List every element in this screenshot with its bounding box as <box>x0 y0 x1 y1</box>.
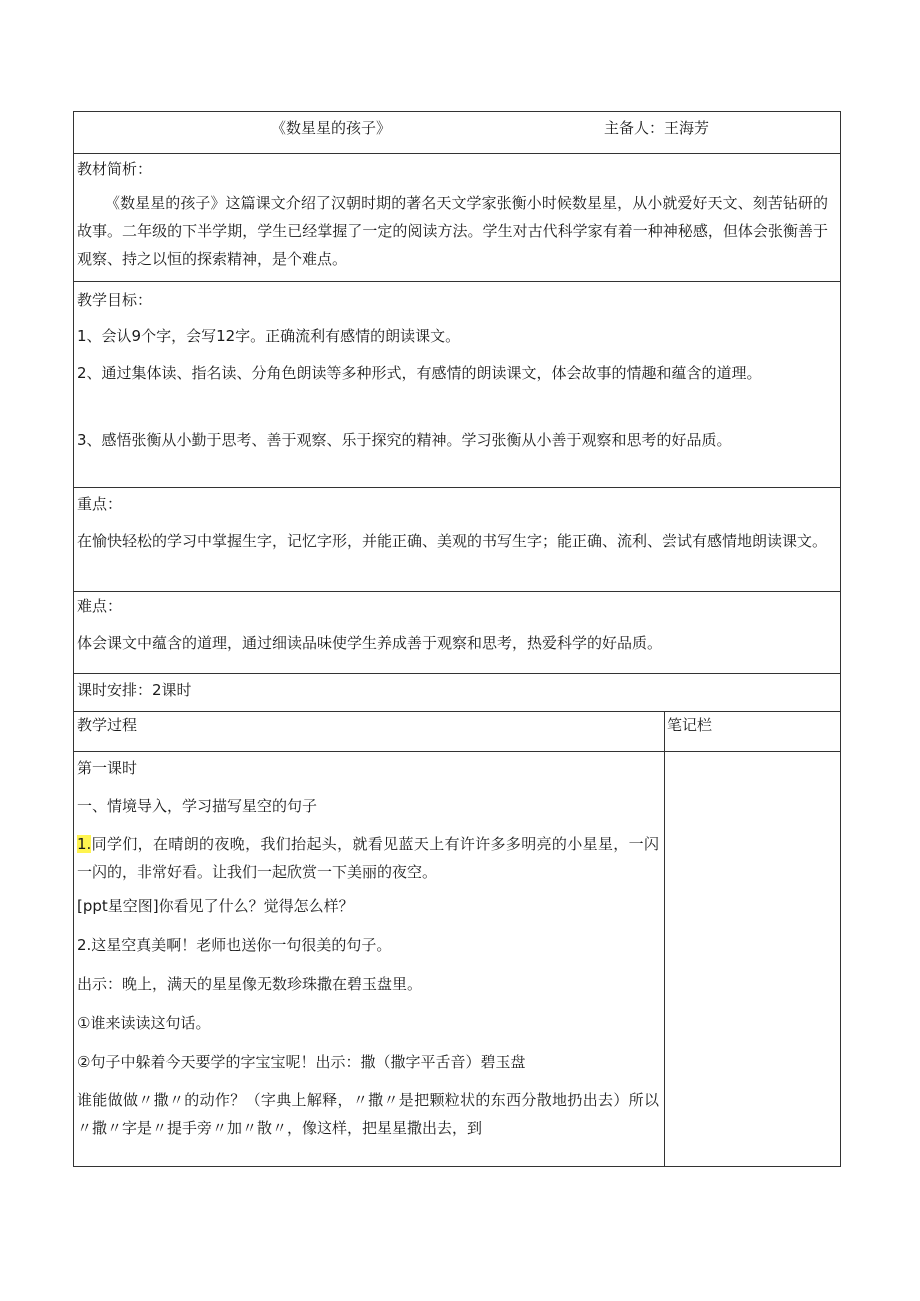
objective-item: 1、会认9个字，会写12字。正确流利有感情的朗读课文。 <box>77 327 461 345</box>
preparer: 主备人：王海芳 <box>604 119 710 137</box>
schedule-row <box>74 674 840 712</box>
objective-item: 2、通过集体读、指名读、分角色朗读等多种形式，有感情的朗读课文，体会故事的情趣和蕴含的道理。 <box>77 364 762 382</box>
process-content <box>74 752 664 1166</box>
key-points-row <box>74 488 840 592</box>
process-item-1 <box>77 830 659 886</box>
process-header-row <box>74 712 840 752</box>
notes-header: 笔记栏 <box>667 716 713 734</box>
notes-column <box>665 752 840 1166</box>
schedule: 课时安排：2课时 <box>77 681 192 699</box>
process-item-2: 2.这星空真美啊！老师也送你一句很美的句子。 <box>77 936 392 954</box>
key-points-body: 在愉快轻松的学习中掌握生字，记忆字形，并能正确、美观的书写生字；能正确、流利、尝试有感情地朗读课文。 <box>77 532 828 550</box>
ppt-line: [ppt星空图]你看见了什么？觉得怎么样？ <box>77 897 354 915</box>
objectives-row <box>74 282 840 488</box>
lesson-heading: 第一课时 <box>77 759 138 777</box>
difficulties-row <box>74 592 840 674</box>
lesson-title: 《数星星的孩子》 <box>271 119 392 137</box>
textbook-analysis-row <box>74 154 840 282</box>
title-row <box>74 112 840 154</box>
difficulties-body: 体会课文中蕴含的道理，通过细读品味使学生养成善于观察和思考，热爱科学的好品质。 <box>77 634 663 652</box>
textbook-body: 《数星星的孩子》这篇课文介绍了汉朝时期的著名天文学家张衡小时候数星星，从小就爱好天文、刻苦钻研的故事。二年级的下半学期，学生已经掌握了一定的阅读方法。学生对古代科学家有着一种神秘感，但体会张衡善于观察、持之以恒的探索精神，是个难点。 <box>77 194 828 268</box>
objective-item: 3、感悟张衡从小勤于思考、善于观察、乐于探究的精神。学习张衡从小善于观察和思考的好品质。 <box>77 431 732 449</box>
lesson-plan-table <box>73 111 841 1167</box>
section-heading: 一、情境导入，学习描写星空的句子 <box>77 797 318 815</box>
process-header: 教学过程 <box>77 716 138 734</box>
item-number-highlight: 1. <box>77 835 92 853</box>
show-line: 出示：晚上，满天的星星像无数珍珠撒在碧玉盘里。 <box>77 975 423 993</box>
action-paragraph: 谁能做做〃撒〃的动作？（字典上解释，〃撒〃是把颗粒状的东西分散地扔出去）所以〃撒〃字是〃提手旁〃加〃散〃，像这样，把星星撒出去，到 <box>77 1091 659 1137</box>
item-text: 同学们，在晴朗的夜晚，我们抬起头，就看见蓝天上有许许多多明亮的小星星，一闪一闪的，非常好看。让我们一起欣赏一下美丽的夜空。 <box>77 835 659 881</box>
key-points-label: 重点： <box>77 495 123 513</box>
question-1: ①谁来读读这句话。 <box>77 1014 211 1032</box>
question-2: ②句子中躲着今天要学的字宝宝呢！出示：撒（撒字平舌音）碧玉盘 <box>77 1053 526 1071</box>
objectives-label: 教学目标： <box>77 291 153 309</box>
difficulties-label: 难点： <box>77 597 123 615</box>
textbook-label: 教材简析： <box>77 160 153 178</box>
